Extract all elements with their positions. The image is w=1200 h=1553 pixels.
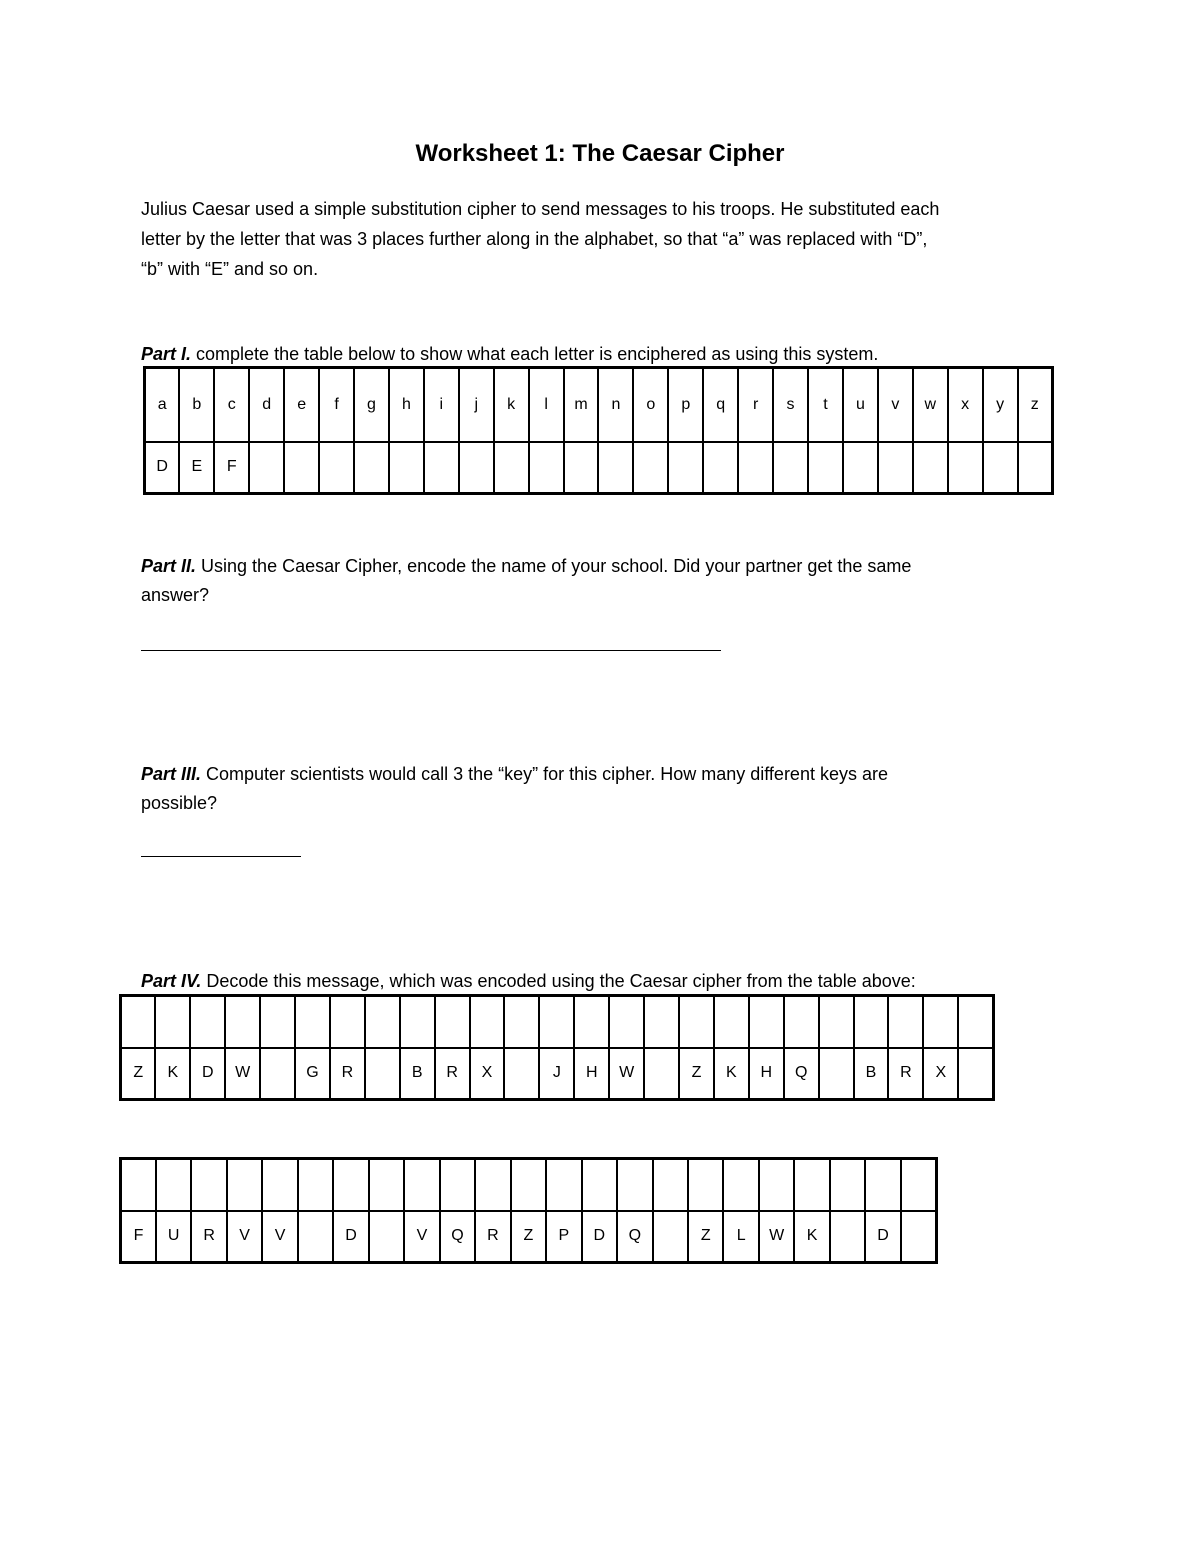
decoded-letter-cell[interactable]	[854, 996, 889, 1048]
ciphertext-letter-cell[interactable]	[878, 442, 913, 494]
plaintext-letter-cell: i	[424, 368, 459, 442]
part-2-text: Using the Caesar Cipher, encode the name of your school. Did your partner get the same	[196, 556, 912, 576]
plaintext-letter-cell: m	[564, 368, 599, 442]
encoded-letter-cell: D	[582, 1211, 617, 1263]
plaintext-letter-cell: n	[598, 368, 633, 442]
encoded-letter-cell: F	[121, 1211, 156, 1263]
decoded-letter-cell[interactable]	[369, 1159, 404, 1211]
decoded-letter-cell[interactable]	[475, 1159, 510, 1211]
encoded-letter-cell: J	[539, 1048, 574, 1100]
plaintext-letter-cell: g	[354, 368, 389, 442]
encoded-letter-cell: D	[333, 1211, 368, 1263]
intro-paragraph	[141, 194, 1061, 284]
plaintext-letter-cell: z	[1018, 368, 1053, 442]
message-table-2	[119, 1157, 938, 1264]
ciphertext-letter-cell[interactable]	[808, 442, 843, 494]
encoded-letter-cell: Q	[440, 1211, 475, 1263]
decoded-letter-cell[interactable]	[156, 1159, 191, 1211]
plaintext-letter-cell: j	[459, 368, 494, 442]
part-4-text: Decode this message, which was encoded using the Caesar cipher from the table above:	[201, 971, 916, 991]
encoded-letter-cell: W	[759, 1211, 794, 1263]
decoded-letter-cell[interactable]	[749, 996, 784, 1048]
part-4-label: Part IV.	[141, 971, 202, 991]
encoded-letter-cell: R	[435, 1048, 470, 1100]
decoded-letter-cell[interactable]	[262, 1159, 297, 1211]
plaintext-letter-cell: e	[284, 368, 319, 442]
ciphertext-letter-cell[interactable]	[319, 442, 354, 494]
decoded-letter-cell[interactable]	[225, 996, 260, 1048]
plaintext-letter-cell: y	[983, 368, 1018, 442]
encoded-letter-cell: R	[475, 1211, 510, 1263]
decoded-letter-cell[interactable]	[888, 996, 923, 1048]
encoded-letter-cell	[653, 1211, 688, 1263]
ciphertext-letter-cell[interactable]: F	[214, 442, 249, 494]
encoded-letter-cell: H	[574, 1048, 609, 1100]
decoded-letter-cell[interactable]	[644, 996, 679, 1048]
decoded-letter-cell[interactable]	[609, 996, 644, 1048]
decoded-letter-cell[interactable]	[794, 1159, 829, 1211]
decoded-letter-cell[interactable]	[574, 996, 609, 1048]
ciphertext-letter-cell[interactable]: E	[179, 442, 214, 494]
encoded-row	[121, 1211, 937, 1263]
plaintext-letter-cell: a	[145, 368, 180, 442]
encoded-letter-cell: X	[470, 1048, 505, 1100]
decoded-letter-cell[interactable]	[298, 1159, 333, 1211]
part-3-prompt	[141, 760, 1041, 818]
encoded-letter-cell: W	[609, 1048, 644, 1100]
ciphertext-row	[145, 442, 1053, 494]
decoded-letter-cell[interactable]	[435, 996, 470, 1048]
encoded-letter-cell: H	[749, 1048, 784, 1100]
encoded-row	[121, 1048, 994, 1100]
part-2-text-continued: answer?	[141, 585, 210, 605]
decoded-letter-cell[interactable]	[723, 1159, 758, 1211]
ciphertext-letter-cell[interactable]	[249, 442, 284, 494]
decoded-letter-cell[interactable]	[865, 1159, 900, 1211]
ciphertext-letter-cell[interactable]	[529, 442, 564, 494]
encoded-letter-cell: Z	[679, 1048, 714, 1100]
decoded-letter-cell[interactable]	[923, 996, 958, 1048]
encoded-letter-cell	[365, 1048, 400, 1100]
encoded-letter-cell	[504, 1048, 539, 1100]
decoded-letter-cell[interactable]	[819, 996, 854, 1048]
encoded-letter-cell: B	[854, 1048, 889, 1100]
encoded-letter-cell	[260, 1048, 295, 1100]
encoded-letter-cell	[644, 1048, 679, 1100]
encoded-letter-cell: P	[546, 1211, 581, 1263]
ciphertext-letter-cell[interactable]	[633, 442, 668, 494]
encoded-letter-cell: R	[888, 1048, 923, 1100]
encoded-letter-cell	[369, 1211, 404, 1263]
encoded-letter-cell: V	[227, 1211, 262, 1263]
decoded-letter-cell[interactable]	[679, 996, 714, 1048]
decoded-letter-cell[interactable]	[121, 1159, 156, 1211]
plaintext-letter-cell: c	[214, 368, 249, 442]
intro-line: Julius Caesar used a simple substitution cipher to send messages to his troops. He substituted each	[141, 199, 940, 219]
plaintext-letter-cell: l	[529, 368, 564, 442]
part-1-prompt	[141, 340, 1041, 369]
part-3-label: Part III.	[141, 764, 202, 784]
part-1-label: Part I.	[141, 344, 192, 364]
ciphertext-letter-cell[interactable]	[284, 442, 319, 494]
encoded-letter-cell: X	[923, 1048, 958, 1100]
ciphertext-letter-cell[interactable]	[494, 442, 529, 494]
part-2-label: Part II.	[141, 556, 197, 576]
intro-line: “b” with “E” and so on.	[141, 259, 319, 279]
plaintext-row	[145, 368, 1053, 442]
plaintext-letter-cell: b	[179, 368, 214, 442]
decoded-letter-cell[interactable]	[958, 996, 993, 1048]
encoded-letter-cell	[819, 1048, 854, 1100]
ciphertext-letter-cell[interactable]	[668, 442, 703, 494]
ciphertext-letter-cell[interactable]	[459, 442, 494, 494]
encoded-letter-cell: D	[865, 1211, 900, 1263]
encoded-letter-cell	[958, 1048, 993, 1100]
decoded-letter-cell[interactable]	[511, 1159, 546, 1211]
ciphertext-letter-cell[interactable]	[354, 442, 389, 494]
decoded-row	[121, 996, 994, 1048]
plaintext-letter-cell: p	[668, 368, 703, 442]
worksheet-title: Worksheet 1: The Caesar Cipher	[415, 140, 785, 167]
encoded-letter-cell: L	[723, 1211, 758, 1263]
encoded-letter-cell	[901, 1211, 937, 1263]
encoded-letter-cell: D	[190, 1048, 225, 1100]
plaintext-letter-cell: h	[389, 368, 424, 442]
encoded-letter-cell: Q	[784, 1048, 819, 1100]
part-1-text: complete the table below to show what each letter is enciphered as using this system.	[191, 344, 879, 364]
decoded-letter-cell[interactable]	[260, 996, 295, 1048]
ciphertext-letter-cell[interactable]	[564, 442, 599, 494]
decoded-letter-cell[interactable]	[440, 1159, 475, 1211]
decoded-letter-cell[interactable]	[295, 996, 330, 1048]
plaintext-letter-cell: x	[948, 368, 983, 442]
encoded-letter-cell: R	[330, 1048, 365, 1100]
plaintext-letter-cell: q	[703, 368, 738, 442]
decoded-letter-cell[interactable]	[470, 996, 505, 1048]
plaintext-letter-cell: s	[773, 368, 808, 442]
ciphertext-letter-cell[interactable]	[598, 442, 633, 494]
part-3-text-continued: possible?	[141, 793, 218, 813]
decoded-letter-cell[interactable]	[901, 1159, 937, 1211]
decoded-letter-cell[interactable]	[330, 996, 365, 1048]
encoded-letter-cell: K	[794, 1211, 829, 1263]
encoded-letter-cell: Z	[511, 1211, 546, 1263]
decoded-row	[121, 1159, 937, 1211]
plaintext-letter-cell: r	[738, 368, 773, 442]
decoded-letter-cell[interactable]	[539, 996, 574, 1048]
part-3-answer-line[interactable]	[141, 856, 301, 857]
decoded-letter-cell[interactable]	[333, 1159, 368, 1211]
encoded-letter-cell: V	[262, 1211, 297, 1263]
decoded-letter-cell[interactable]	[830, 1159, 865, 1211]
plaintext-letter-cell: w	[913, 368, 948, 442]
decoded-letter-cell[interactable]	[759, 1159, 794, 1211]
encoded-letter-cell: B	[400, 1048, 435, 1100]
decoded-letter-cell[interactable]	[617, 1159, 652, 1211]
encoded-letter-cell: Q	[617, 1211, 652, 1263]
ciphertext-letter-cell[interactable]	[948, 442, 983, 494]
decoded-letter-cell[interactable]	[784, 996, 819, 1048]
decoded-letter-cell[interactable]	[546, 1159, 581, 1211]
decoded-letter-cell[interactable]	[404, 1159, 439, 1211]
decoded-letter-cell[interactable]	[688, 1159, 723, 1211]
part-2-prompt	[141, 552, 1041, 610]
decoded-letter-cell[interactable]	[155, 996, 190, 1048]
plaintext-letter-cell: u	[843, 368, 878, 442]
plaintext-letter-cell: d	[249, 368, 284, 442]
plaintext-letter-cell: t	[808, 368, 843, 442]
ciphertext-letter-cell[interactable]	[843, 442, 878, 494]
decoded-letter-cell[interactable]	[400, 996, 435, 1048]
encoded-letter-cell: Z	[688, 1211, 723, 1263]
encoded-letter-cell: V	[404, 1211, 439, 1263]
plaintext-letter-cell: f	[319, 368, 354, 442]
ciphertext-letter-cell[interactable]	[703, 442, 738, 494]
part-4-prompt	[141, 967, 1041, 996]
encoded-letter-cell	[298, 1211, 333, 1263]
plaintext-letter-cell: v	[878, 368, 913, 442]
message-table-1	[119, 994, 995, 1101]
ciphertext-letter-cell[interactable]	[983, 442, 1018, 494]
ciphertext-letter-cell[interactable]	[913, 442, 948, 494]
ciphertext-letter-cell[interactable]	[773, 442, 808, 494]
intro-line: letter by the letter that was 3 places further along in the alphabet, so that “a” was replaced with “D”,	[141, 229, 928, 249]
encoded-letter-cell: G	[295, 1048, 330, 1100]
ciphertext-letter-cell[interactable]	[1018, 442, 1053, 494]
part-3-text: Computer scientists would call 3 the “key” for this cipher. How many different keys are	[201, 764, 888, 784]
decoded-letter-cell[interactable]	[653, 1159, 688, 1211]
encoded-letter-cell	[830, 1211, 865, 1263]
decoded-letter-cell[interactable]	[365, 996, 400, 1048]
ciphertext-letter-cell[interactable]	[424, 442, 459, 494]
part-2-answer-line[interactable]	[141, 650, 721, 651]
ciphertext-letter-cell[interactable]	[738, 442, 773, 494]
encoded-letter-cell: W	[225, 1048, 260, 1100]
decoded-letter-cell[interactable]	[582, 1159, 617, 1211]
plaintext-letter-cell: o	[633, 368, 668, 442]
decoded-letter-cell[interactable]	[191, 1159, 226, 1211]
encoded-letter-cell: K	[155, 1048, 190, 1100]
alphabet-table	[143, 366, 1054, 495]
decoded-letter-cell[interactable]	[121, 996, 156, 1048]
plaintext-letter-cell: k	[494, 368, 529, 442]
encoded-letter-cell: K	[714, 1048, 749, 1100]
decoded-letter-cell[interactable]	[190, 996, 225, 1048]
encoded-letter-cell: Z	[121, 1048, 156, 1100]
decoded-letter-cell[interactable]	[504, 996, 539, 1048]
encoded-letter-cell: R	[191, 1211, 226, 1263]
ciphertext-letter-cell[interactable]: D	[145, 442, 180, 494]
decoded-letter-cell[interactable]	[227, 1159, 262, 1211]
encoded-letter-cell: U	[156, 1211, 191, 1263]
ciphertext-letter-cell[interactable]	[389, 442, 424, 494]
decoded-letter-cell[interactable]	[714, 996, 749, 1048]
